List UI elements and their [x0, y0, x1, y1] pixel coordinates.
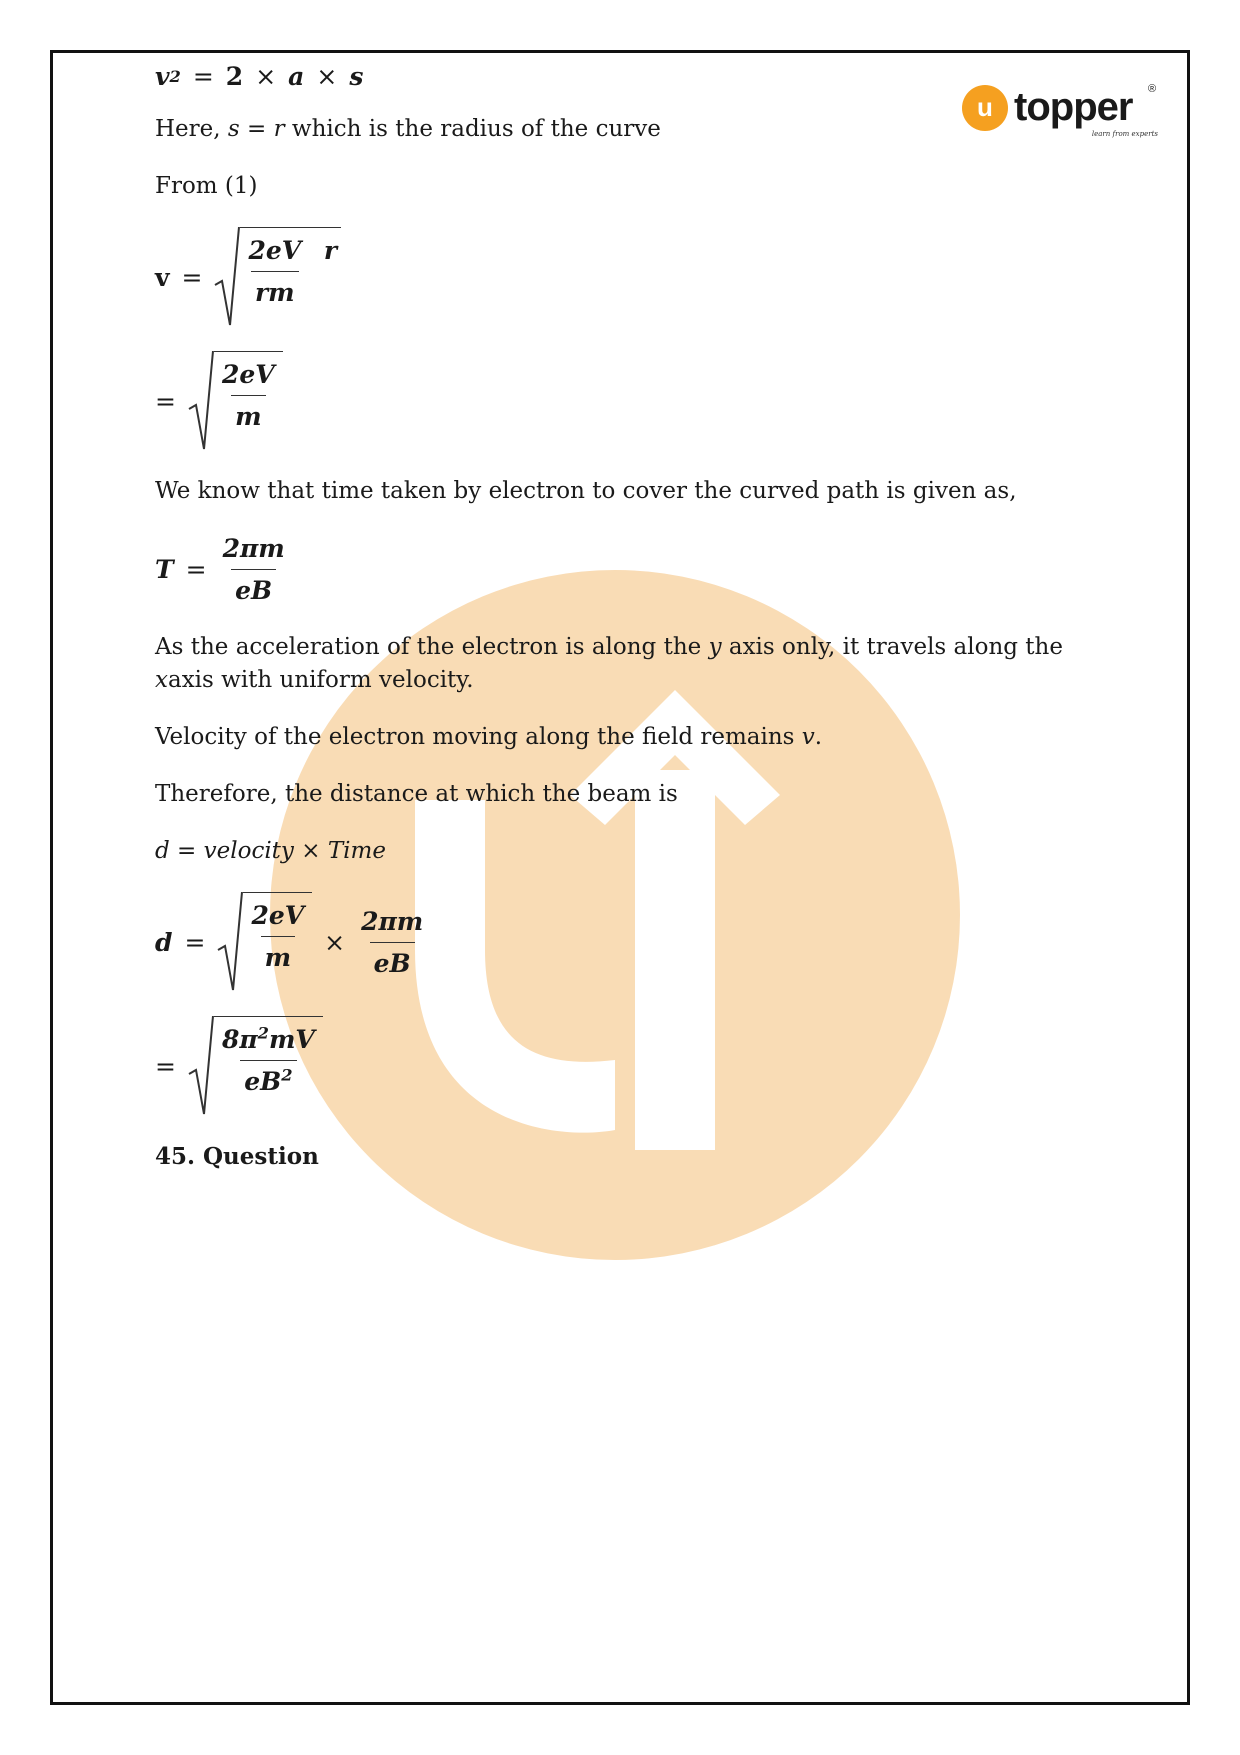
fraction: $\frac{2eV}{rm}$	[248, 236, 302, 307]
equation-v-squared: v 2 = 2 × a × s	[155, 62, 364, 91]
radical-sign-icon	[214, 227, 240, 327]
eq-equals: =	[181, 262, 203, 292]
sqrt	[188, 351, 283, 451]
eq-times: ×	[255, 62, 277, 91]
eq-equals: =	[192, 62, 214, 91]
page-content	[155, 60, 1115, 1197]
equation-T	[155, 532, 1115, 607]
logo-brand-text: topper	[1014, 85, 1133, 129]
fraction: $\frac{2eV}{m}$	[251, 901, 305, 972]
equation-d-final	[155, 1016, 1115, 1116]
eq-symbol: T	[155, 555, 174, 584]
sqrt	[217, 892, 312, 992]
eq-symbol: a	[288, 62, 305, 91]
paragraph-here: Here, s = r which is the radius of the curve	[155, 116, 661, 142]
topper-logo	[960, 78, 1170, 148]
fraction: $\frac{2\pi m}{eB}$	[361, 906, 424, 978]
eq-equals: =	[185, 555, 207, 584]
fraction: $\frac{2\pi m}{eB}$	[222, 534, 285, 605]
eq-symbol: v	[155, 62, 170, 91]
eq-number: 2	[225, 62, 244, 91]
equation-d	[155, 892, 1115, 992]
sqrt: $\frac{2eV}{rm}$ r	[214, 227, 341, 327]
eq-times: ×	[324, 927, 346, 957]
paragraph-from: From (1)	[155, 173, 258, 199]
fraction: $\frac{2eV}{m}$	[221, 360, 275, 431]
eq-times: ×	[316, 62, 338, 91]
equation-v-simplified	[155, 351, 1115, 451]
eq-symbol: d	[155, 927, 173, 957]
eq-symbol: s	[349, 62, 364, 91]
question-heading: 45. Question	[155, 1143, 319, 1170]
fraction: $\frac{8\pi^2mV}{eB^2}$	[221, 1023, 315, 1096]
radical-sign-icon	[188, 351, 214, 451]
radical-sign-icon	[188, 1016, 214, 1116]
logo-badge-letter: u	[977, 92, 993, 122]
eq-symbol: v	[155, 262, 170, 292]
eq-equals: =	[155, 386, 176, 416]
paragraph-velocity: Velocity of the electron moving along the field remains v.	[155, 724, 823, 750]
equation-v	[155, 227, 1115, 327]
logo-registered-mark: ®	[1148, 83, 1157, 95]
eq-equals: =	[184, 927, 206, 957]
paragraph-time: We know that time taken by electron to cover the curved path is given as,	[155, 478, 1017, 504]
paragraph-d-definition: d = velocity × Time	[155, 838, 386, 864]
paragraph-therefore: Therefore, the distance at which the beam is	[155, 781, 678, 807]
radical-sign-icon	[217, 892, 243, 992]
logo-tagline: learn from experts	[1091, 130, 1158, 138]
eq-equals: =	[155, 1051, 176, 1081]
sqrt	[188, 1016, 323, 1116]
paragraph-acceleration: As the acceleration of the electron is along the y axis only, it travels along the xaxis with uniform velocity.	[155, 634, 1063, 693]
